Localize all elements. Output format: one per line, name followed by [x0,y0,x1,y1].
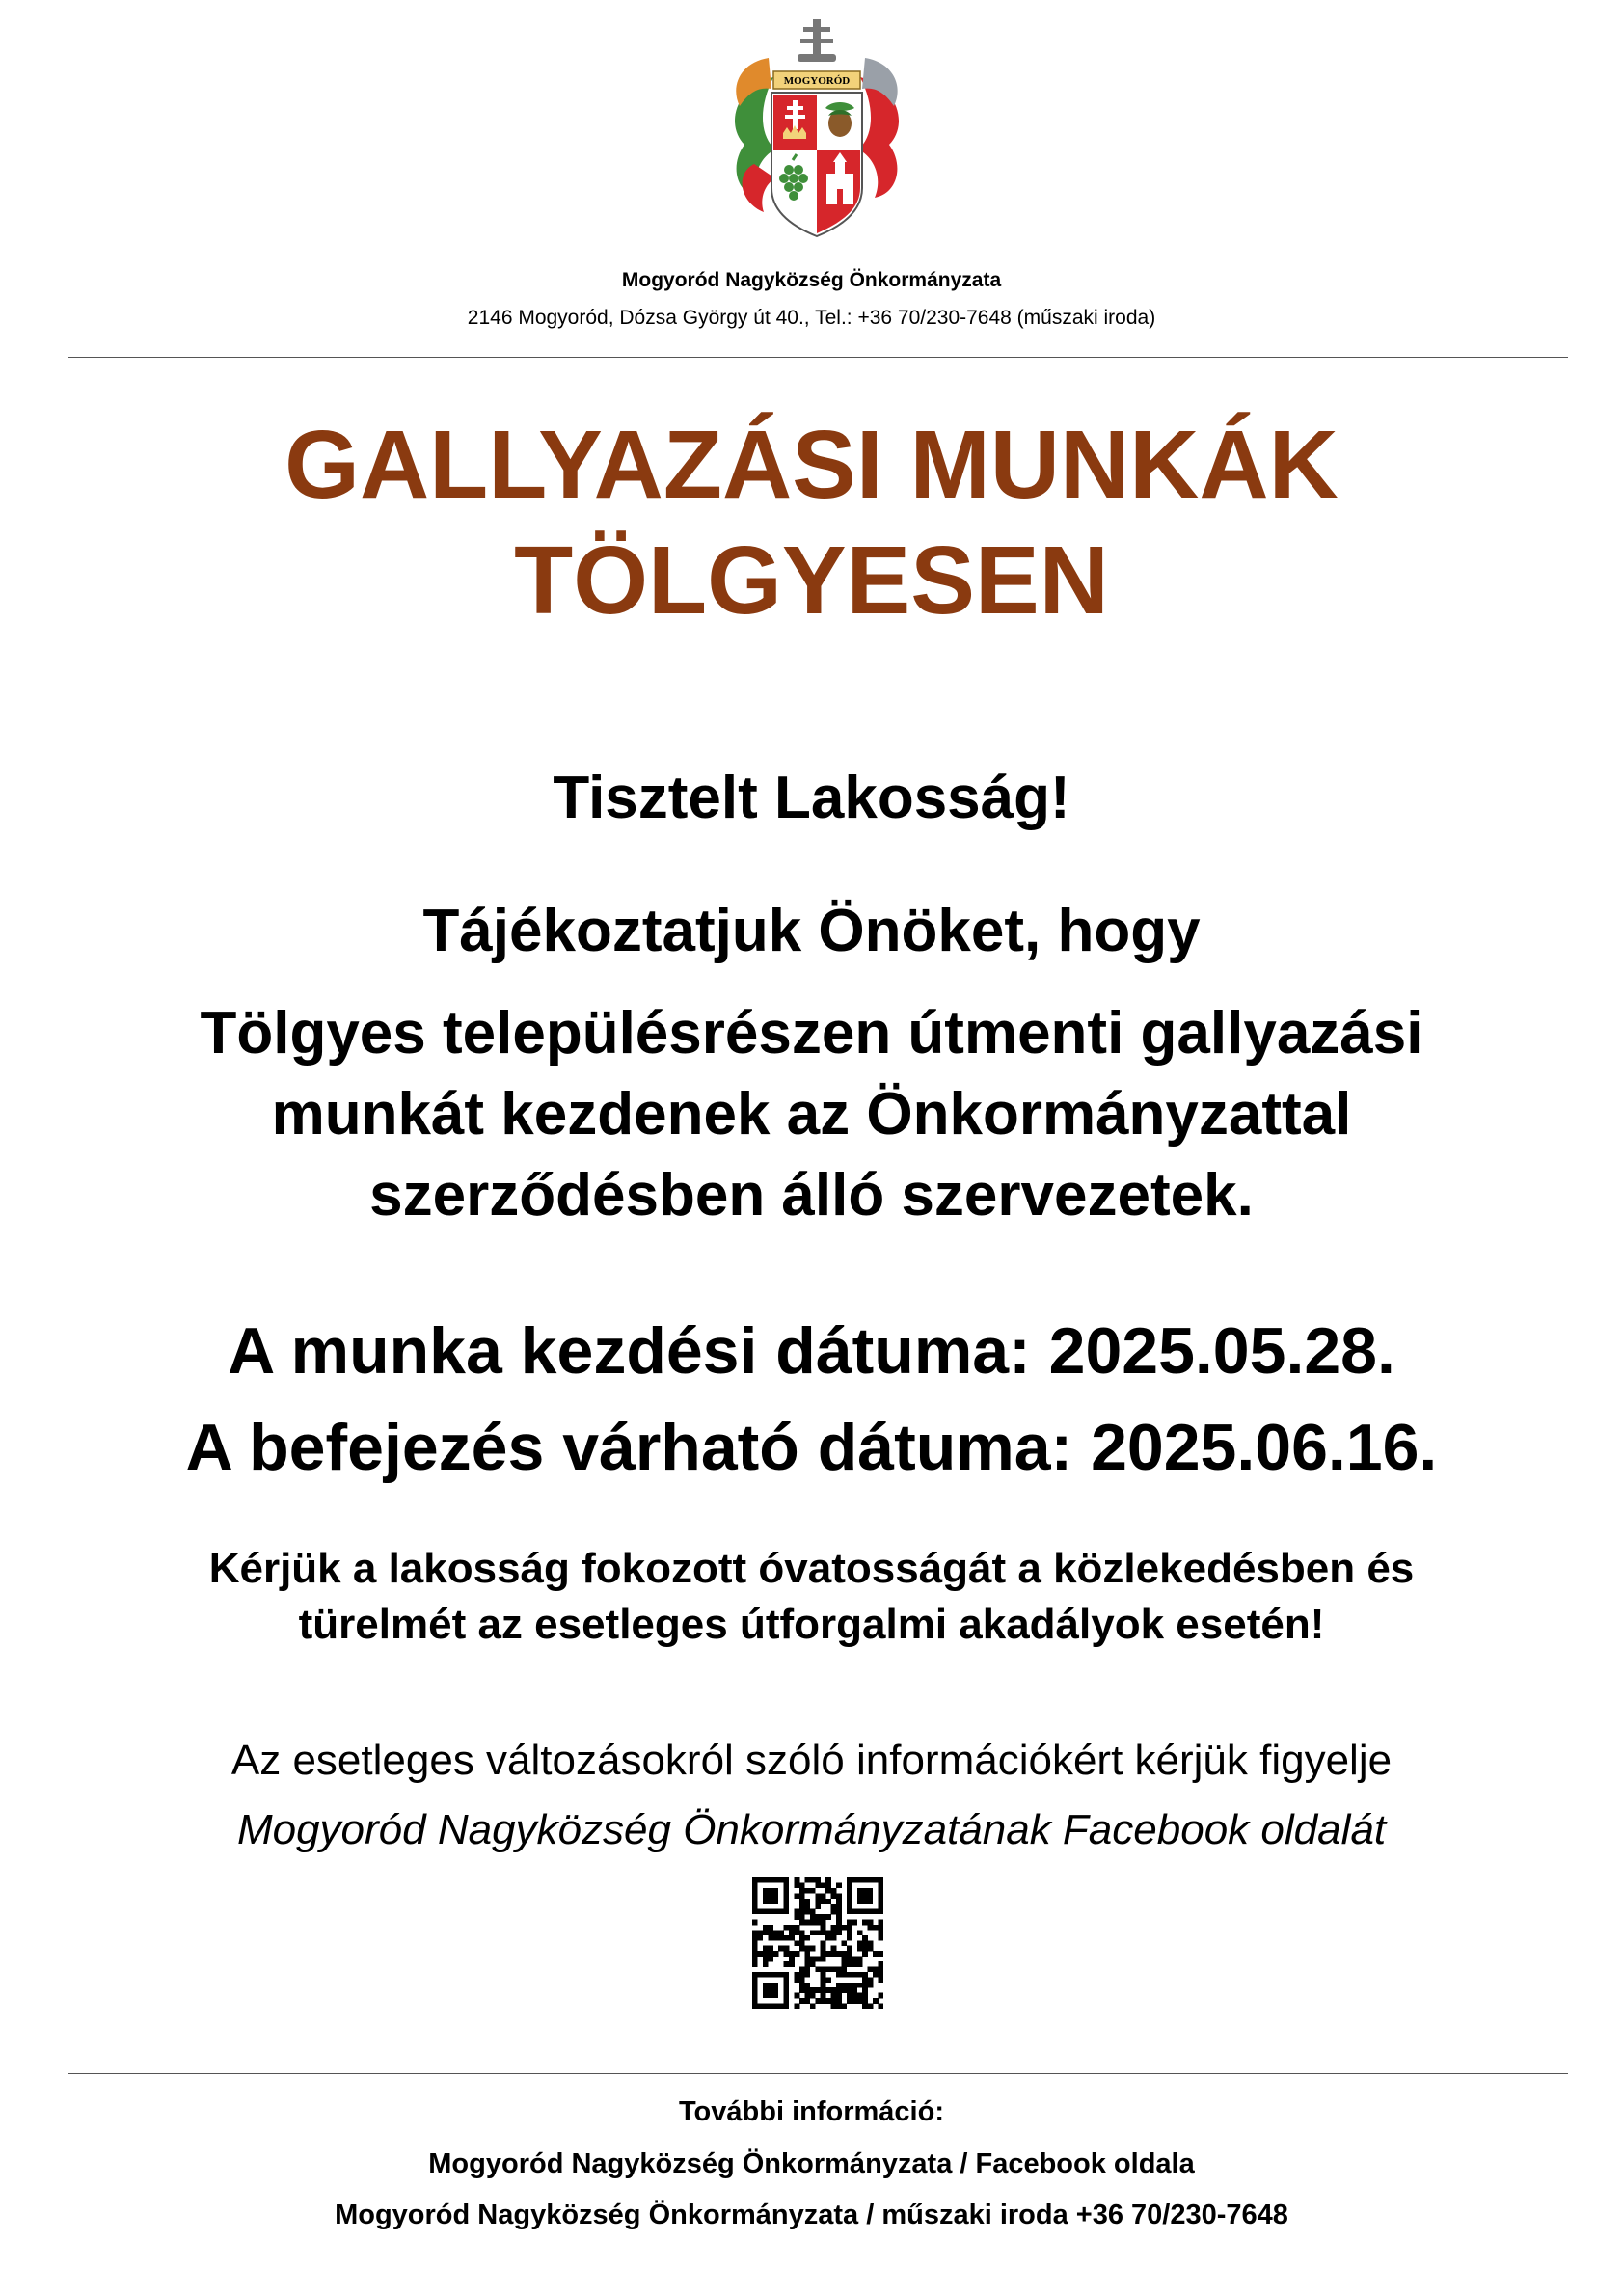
facebook-info-line1: Az esetleges változásokról szóló információkért kérjük figyelje [230,1737,1393,1784]
facebook-info-line2: Mogyoród Nagyközség Önkormányzatának Facebook oldalát [236,1806,1387,1853]
notice-body-line2: munkát kezdenek az Önkormányzattal [271,1081,1352,1148]
greeting: Tisztelt Lakosság! [553,765,1070,831]
footer-facebook-line: Mogyoród Nagyközség Önkormányzata / Facebook oldala [428,2148,1195,2179]
mantling-left-red [743,164,775,212]
notice-body-line3: szerződésben álló szervezetek. [369,1162,1254,1229]
footer-office-line: Mogyoród Nagyközség Önkormányzata / műszaki iroda +36 70/230-7648 [335,2200,1288,2230]
coat-of-arms-logo [716,19,918,241]
caution-request-line1: Kérjük a lakosság fokozott óvatosságát a közlekedésben és [208,1545,1415,1592]
header-divider [68,357,1568,358]
qr-code-icon[interactable] [752,1877,883,2009]
end-date: A befejezés várható dátuma: 2025.06.16. [185,1411,1438,1484]
facebook-info [0,1726,1623,1865]
crest-banner-text: MOGYORÓD [783,75,851,87]
organization-name: Mogyoród Nagyközség Önkormányzata [621,269,1002,291]
organization-address: 2146 Mogyoród, Dózsa György út 40., Tel.: +36 70/230-7648 (műszaki iroda) [467,307,1156,329]
notice-body-line1: Tölgyes településrészen útmenti gallyazási [200,1000,1423,1067]
double-cross-icon [798,19,836,62]
footer-heading: További információ: [679,2096,944,2127]
inform-line: Tájékoztatjuk Önöket, hogy [422,898,1201,964]
notice-body [0,993,1623,1236]
caution-request-line2: türelmét az esetleges útforgalmi akadályok esetén! [298,1601,1325,1648]
footer-divider [68,2073,1568,2074]
notice-title-line1: GALLYAZÁSI MUNKÁK [284,411,1339,519]
caution-request [0,1541,1623,1653]
start-date: A munka kezdési dátuma: 2025.05.28. [228,1314,1395,1388]
notice-title-line2: TÖLGYESEN [514,527,1109,635]
